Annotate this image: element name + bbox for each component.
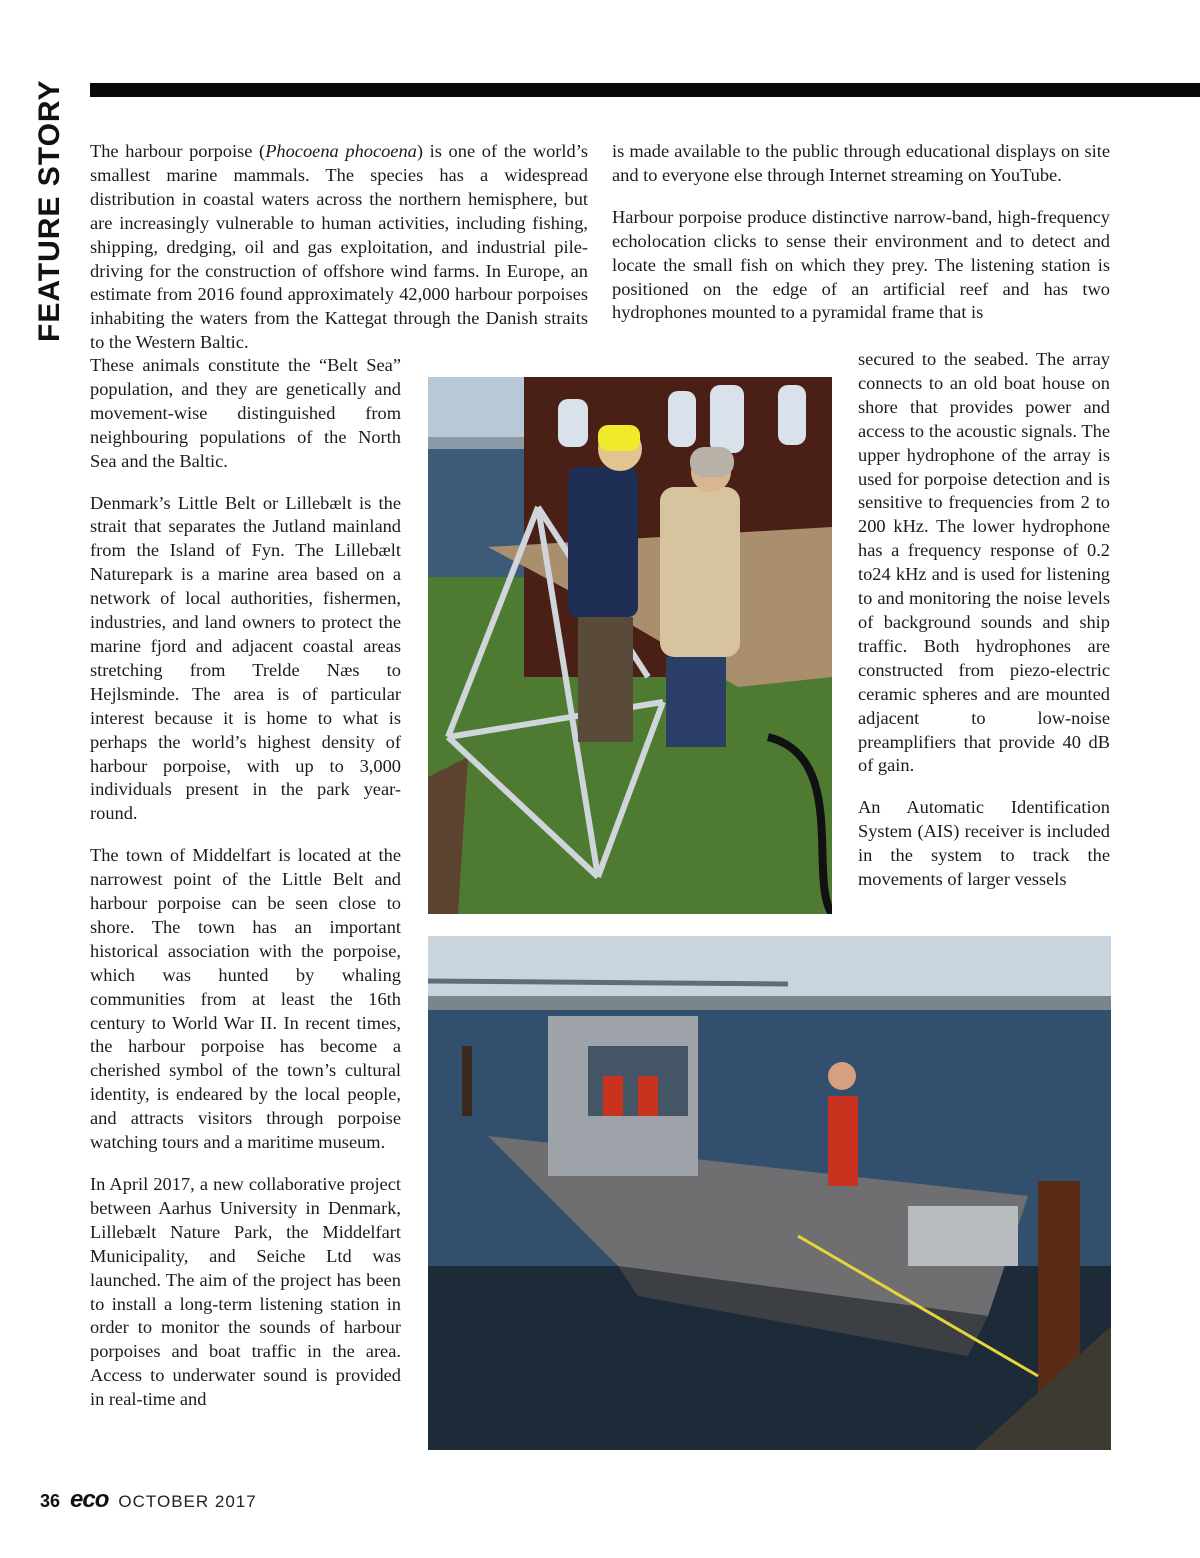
article-column-2-top	[612, 140, 1110, 325]
paragraph-1-continued: These animals constitute the “Belt Sea” population, and they are genetically and movement-wise distinguished from neighbouring populations of the North Sea and the Baltic.	[90, 355, 401, 471]
paragraph-4: In April 2017, a new collaborative project between Aarhus University in Denmark, Lillebælt Nature Park, the Middelfart Municipality, and Seiche Ltd was launched. The aim of the project has been to install a long-term listening station in order to monitor the sounds of harbour porpoises and boat traffic in the area. Access to underwater sound is provided in real-time and	[90, 1174, 401, 1410]
p1-before-species: The harbour porpoise (	[90, 141, 266, 161]
species-name: Phocoena phocoena	[265, 141, 417, 161]
page-number: 36	[40, 1491, 61, 1511]
section-label: FEATURE STORY	[33, 79, 66, 342]
article-column-2-bottom	[858, 348, 1110, 892]
paragraph-2: Denmark’s Little Belt or Lillebælt is the strait that separates the Jutland mainland from the Island of Fyn. The Lillebælt Naturepark is a marine area based on a network of local authorities, fishermen, industries, and land owners to protect the marine fjord and adjacent coastal areas stretching from Trelde Næs to Hejlsminde. The area is of particular interest because it is home to what is perhaps the world’s highest density of harbour porpoise, with up to 3,000 individuals present in the park year-round.	[90, 492, 401, 824]
paragraph-1	[90, 140, 588, 355]
page-footer	[40, 1486, 257, 1512]
paragraph-6: Harbour porpoise produce distinctive narrow-band, high-frequency echolocation clicks to sense their environment and to detect and locate the small fish on which they prey. The listening station is positioned on the edge of an artificial reef and has two hydrophones mounted to a pyramidal frame that is	[612, 206, 1110, 323]
paragraph-3: The town of Middelfart is located at the narrowest point of the Little Belt and harbour porpoise can be seen close to shore. The town has an important historical association with the porpoise, which was hunted by whaling communities from at least the 16th century to World War II. In recent times, the harbour porpoise has become a cherished symbol of the town’s cultural identity, is endeared by the local people, and attracts visitors through porpoise watching tours and a maritime museum.	[90, 845, 401, 1153]
paragraph-6-continued: secured to the seabed. The array connects to an old boat house on shore that provides power and access to the acoustic signals. The upper hydrophone of the array is used for porpoise detection and is sensitive to frequencies from 2 to 200 kHz. The lower hydrophone has a frequency response of 0.2 to24 kHz and is used for listening to and monitoring the noise levels of background sounds and ship traffic. Both hydrophones are constructed from piezo-electric ceramic spheres and are mounted adjacent to low-noise preamplifiers that provide 40 dB of gain.	[858, 349, 1110, 776]
top-rule	[90, 83, 1200, 97]
photo-hydrophone-frame	[428, 377, 832, 914]
paragraph-5: is made available to the public through educational displays on site and to everyone else through Internet streaming on YouTube.	[612, 141, 1110, 185]
photo-survey-boat	[428, 936, 1111, 1450]
magazine-logo: eco	[70, 1486, 109, 1513]
paragraph-7: An Automatic Identification System (AIS) receiver is included in the system to track the movements of larger vessels	[858, 797, 1110, 890]
p1-after-species: ) is one of the world’s smallest marine mammals. The species has a widespread distribution in coastal waters across the northern hemisphere, but are increasingly vulnerable to human activities, including fishing, shipping, dredging, oil and gas exploitation, and industrial pile-driving for the construction of offshore wind farms. In Europe, an estimate from 2016 found approximately 42,000 harbour porpoises inhabiting the waters from the Kattegat through the Danish straits to the Western Baltic.	[90, 141, 588, 353]
article-column-1-bottom	[90, 354, 401, 1412]
issue-date: OCTOBER 2017	[118, 1492, 257, 1511]
article-column-1-top	[90, 140, 588, 355]
